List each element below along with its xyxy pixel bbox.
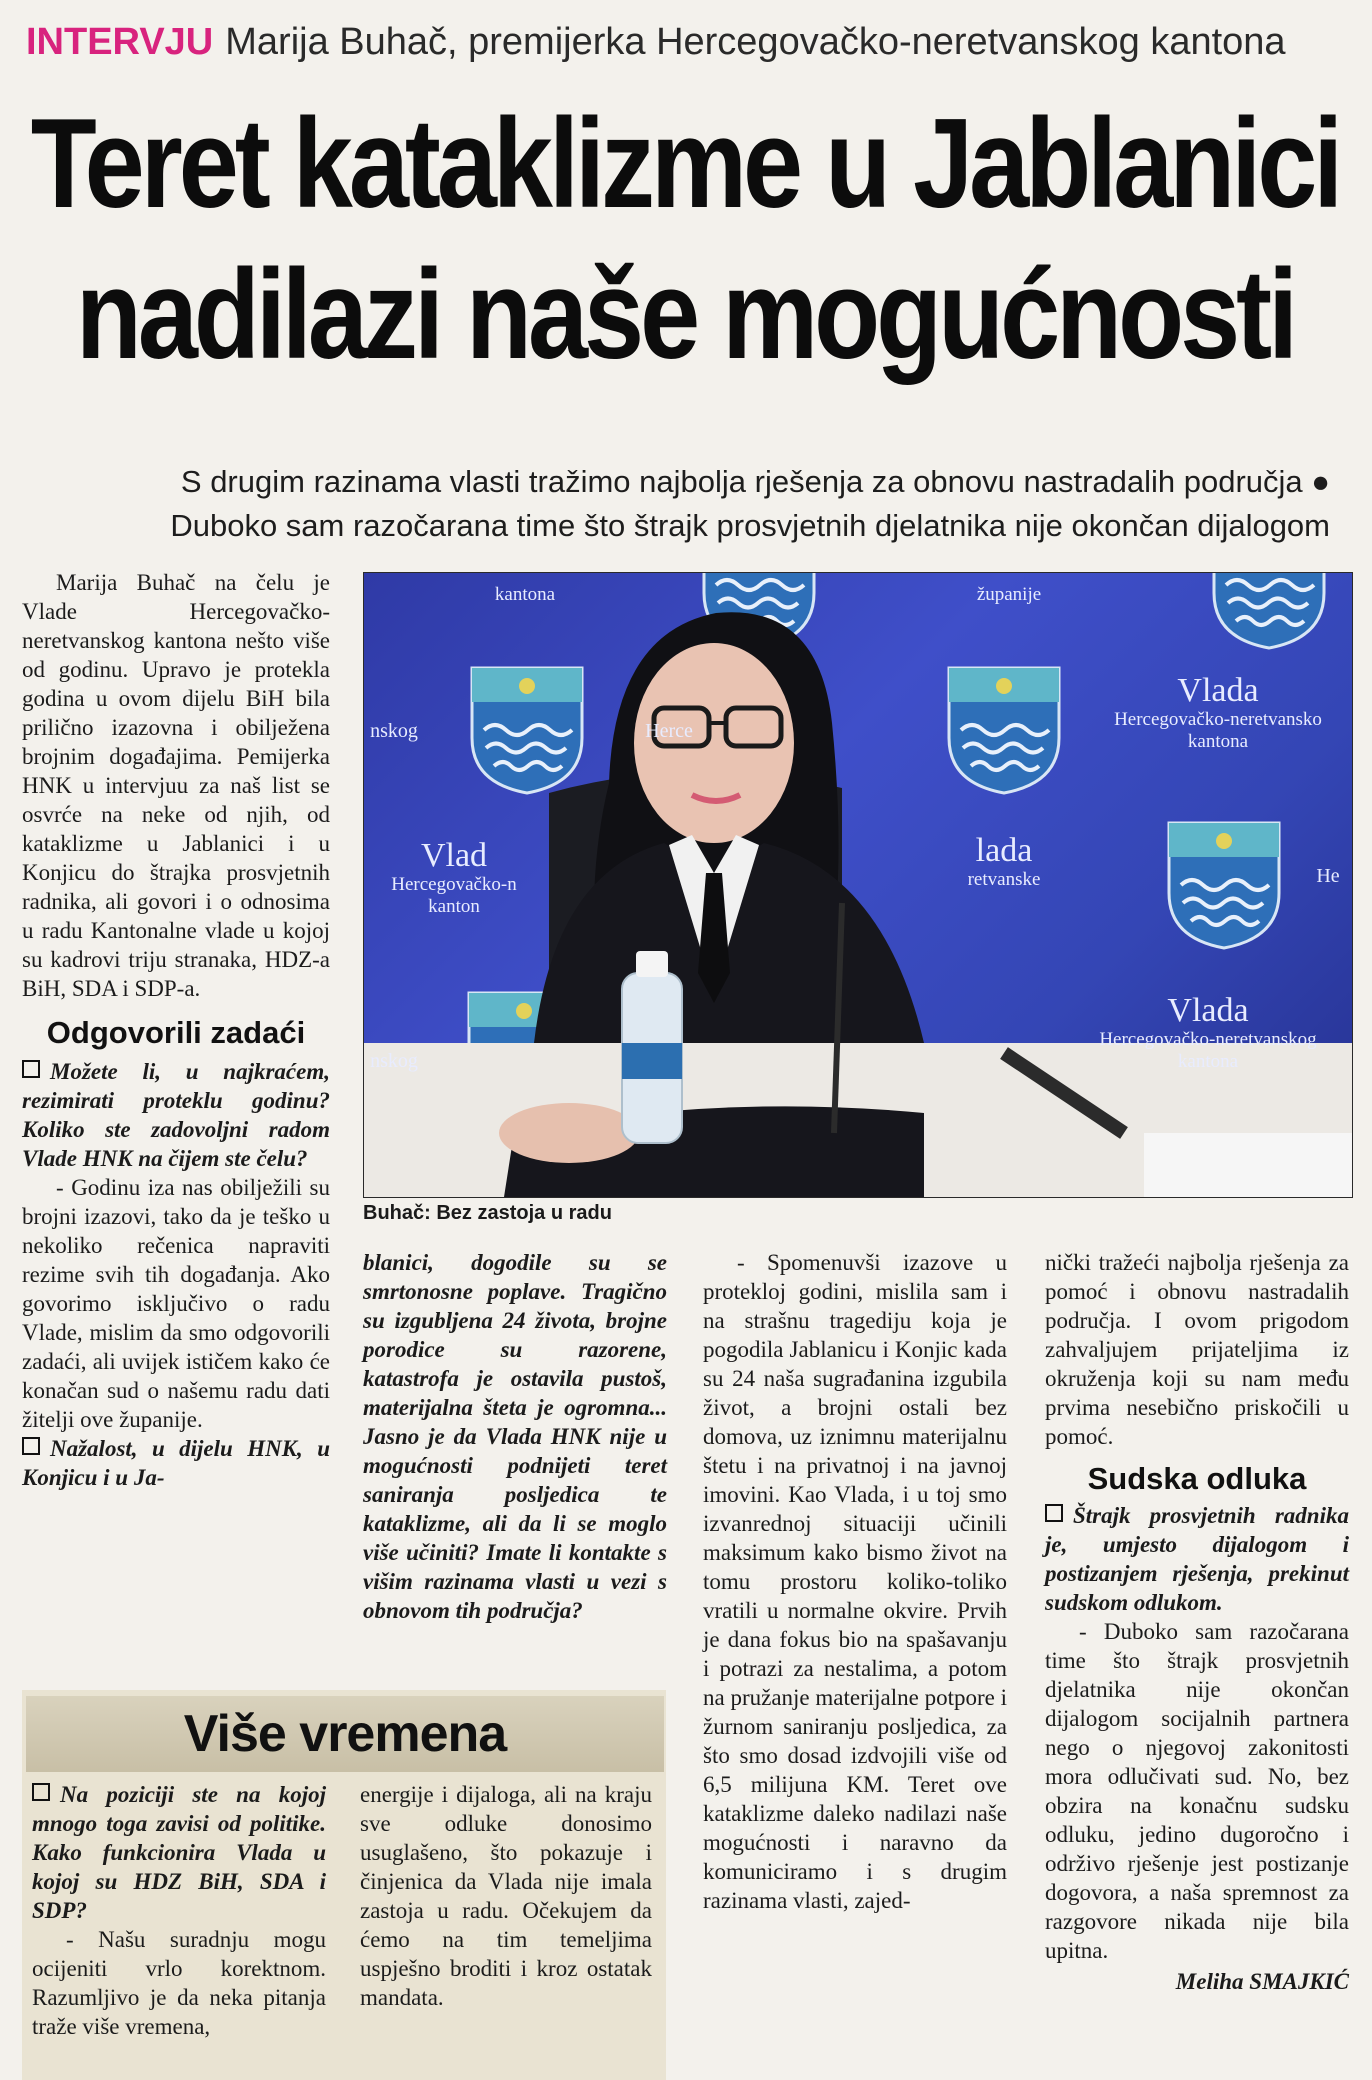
backdrop-logo-text — [364, 838, 544, 918]
coat-of-arms-icon — [949, 668, 1059, 793]
backdrop-text: kantona — [1177, 1051, 1239, 1072]
backdrop-text: kantona — [1187, 731, 1249, 752]
author-signature: Meliha SMAJKIĆ — [1175, 1969, 1349, 1994]
question-4 — [1045, 1501, 1349, 1617]
sidebar-column-2 — [360, 1780, 652, 2012]
backdrop-text: županije — [976, 584, 1042, 605]
question-box-icon — [22, 1437, 40, 1455]
question-4-text: Štrajk prosvjetnih radnika je, umjesto dijalogom i postizanjem rješenja, prekinut sudskom odlukom. — [1045, 1503, 1349, 1615]
headline-line-2: nadilazi naše mogućnosti — [75, 242, 1295, 386]
question-1 — [22, 1057, 330, 1173]
sidebar-title: Više vremena — [26, 1696, 664, 1772]
answer-1: - Godinu iza nas obilježili su brojni izazovi, tako da je teško u nekoliko rečenica napraviti rezime svih tih događanja. Ako govorimo isključivo o radu Vlade, mislim da smo odgovorili zadaći, ali uvijek ističem kako će konačan sud o našemu radu dati žitelji ove županije. — [22, 1175, 330, 1432]
column-4 — [1045, 1248, 1349, 1996]
question-3 — [32, 1780, 326, 1925]
backdrop-text: Herce — [645, 720, 693, 742]
column-2 — [363, 1248, 667, 1625]
question-2-start-text: Nažalost, u dijelu HNK, u Konjicu i u Ja- — [22, 1436, 330, 1490]
answer-4: - Duboko sam razočarana time što štrajk prosvjetnih djelatnika nije okončan dijalogom socijalnih partnera nego o njegovoj zakonitosti mora odlučivati sud. No, bez obzira na konačnu sudsku odluku, jedino dugoročno i održivo rješenje jest postizanje dogovora, a naša spremnost za razgovore nikada nije bila upitna. — [1045, 1619, 1349, 1963]
backdrop-text: retvanske — [967, 869, 1041, 890]
deck-line-1: S drugim razinama vlasti tražimo najbolja rješenja za obnovu nastradalih područja ● — [180, 464, 1330, 499]
backdrop-text: He — [1316, 865, 1340, 887]
coat-of-arms-icon — [1169, 823, 1279, 948]
answer-2: - Spomenuvši izazove u protekloj godini, mislila sam i na strašnu tragediju koja je pogodila Jablanicu i Konjic kada su 24 naša sugrađanina izgubila život, a brojni ostali bez domova, uz iznimnu materijalnu štetu i na privatnoj i na javnoj imovini. Kao Vlada, i u toj smo izvanrednoj situaciji učinili maksimum kako bismo život na tomu prostoru koliko-toliko vratili u normalne okvire. Prvih je dana fokus bio na spašavanju i potrazi za nestalima, a potom na pružanje materijalne potpore i žurnom saniranju posljedica, za što smo dosad izdvojili više od 6,5 milijuna KM. Teret ove kataklizme daleko nadilazi naše mogućnosti i naravno da komuniciramo i s drugim razinama vlasti, zajed- — [703, 1250, 1007, 1913]
kicker — [26, 18, 1346, 66]
section-tag: INTERVJU — [26, 21, 214, 63]
interviewee-line: Marija Buhač, premijerka Hercegovačko-neretvanskog kantona — [225, 21, 1286, 63]
answer-3: - Našu suradnju mogu ocijeniti vrlo korektnom. Razumljivo je da neka pitanja traže više vremena, — [32, 1927, 326, 2039]
deck — [40, 460, 1330, 548]
sidebar-column-1 — [32, 1780, 326, 2041]
intro-paragraph: Marija Buhač na čelu je Vlade Hercegovačko-neretvanskog kantona nešto više od godinu. Upravo je protekla godina u ovom dijelu BiH bila prilično izazovna i obilježena brojnim događajima. Pemijerka HNK u intervjuu za naš list se osvrće na neke od njih, od kataklizme u Jablanici i u Konjicu do štrajka prosvjetnih radnika, ali govori i o odnosima u radu Kantonalne vlade u kojoj su kadrovi triju stranaka, HDZ-a BiH, SDA i SDP-a. — [22, 570, 330, 1001]
backdrop-text: nskog — [370, 720, 418, 742]
backdrop-text: Hercegovačko-neretvansko — [1114, 709, 1322, 730]
backdrop-text: kantona — [494, 584, 556, 605]
question-box-icon — [22, 1060, 40, 1078]
coat-of-arms-icon — [472, 668, 582, 793]
backdrop-text: Vlad — [420, 837, 488, 874]
backdrop-logo-text — [924, 833, 1084, 891]
photo — [363, 572, 1353, 1198]
headline-line-1: Teret kataklizme u Jablanici — [30, 91, 1340, 235]
backdrop-text: lada — [975, 832, 1033, 869]
backdrop-logo-text — [1084, 673, 1352, 753]
backdrop-text: kanton — [428, 896, 480, 917]
backdrop-text: nskog — [370, 1050, 418, 1072]
subhead-sudska-odluka: Sudska odluka — [1087, 1461, 1307, 1496]
backdrop-logo-text — [1064, 993, 1352, 1073]
question-3-text: Na poziciji ste na kojoj mnogo toga zavisi od politike. Kako funkcionira Vlada u kojoj su HDZ BiH, SDA i SDP? — [32, 1782, 326, 1923]
question-box-icon — [32, 1783, 50, 1801]
answer-2-cont: nički tražeći najbolja rješenja za pomoć i obnovu nastradalih područja. I ovom prigodom zahvaljujem prijateljima iz okruženja koji su nam među prvima nesebično priskočili u pomoć. — [1045, 1250, 1349, 1449]
subhead-odgovorili: Odgovorili zadaći — [46, 1015, 306, 1050]
photo-caption: Buhač: Bez zastoja u radu — [363, 1202, 612, 1224]
headline — [30, 88, 1340, 390]
deck-line-2: Duboko sam razočarana time što štrajk prosvjetnih djelatnika nije okončan dijalogom — [170, 508, 1330, 543]
column-3 — [703, 1248, 1007, 1915]
backdrop-text: Vlada — [1177, 672, 1259, 709]
question-2-cont: blanici, dogodile su se smrtonosne poplave. Tragično su izgubljena 24 života, brojne porodice su razorene, katastrofa je ostavila pustoš, materijalna šteta je ogromna... Jasno je da Vlada HNK nije u mogućnosti podnijeti teret saniranja posljedica te kataklizme, ali da li se moglo više učiniti? Imate li kontakte s višim razinama vlasti u vezi s obnovom tih područja? — [363, 1250, 667, 1623]
question-1-text: Možete li, u najkraćem, rezimirati proteklu godinu? Koliko ste zadovoljni radom Vlade HNK na čijem ste čelu? — [22, 1059, 330, 1171]
backdrop-text: Vlada — [1167, 992, 1249, 1029]
answer-3-cont: energije i dijaloga, ali na kraju sve odluke donosimo usuglašeno, što pokazuje i činjenica da Vlada nije imala zastoja u radu. Očekujem da ćemo na tim temeljima uspješno broditi i kroz ostatak mandata. — [360, 1782, 652, 2010]
backdrop-text: Hercegovačko-neretvanskog — [1099, 1029, 1317, 1050]
coat-of-arms-icon — [1214, 573, 1324, 648]
backdrop-text: Hercegovačko-n — [391, 874, 517, 895]
question-2-start — [22, 1434, 330, 1492]
column-1 — [22, 568, 330, 1492]
question-box-icon — [1045, 1504, 1063, 1522]
